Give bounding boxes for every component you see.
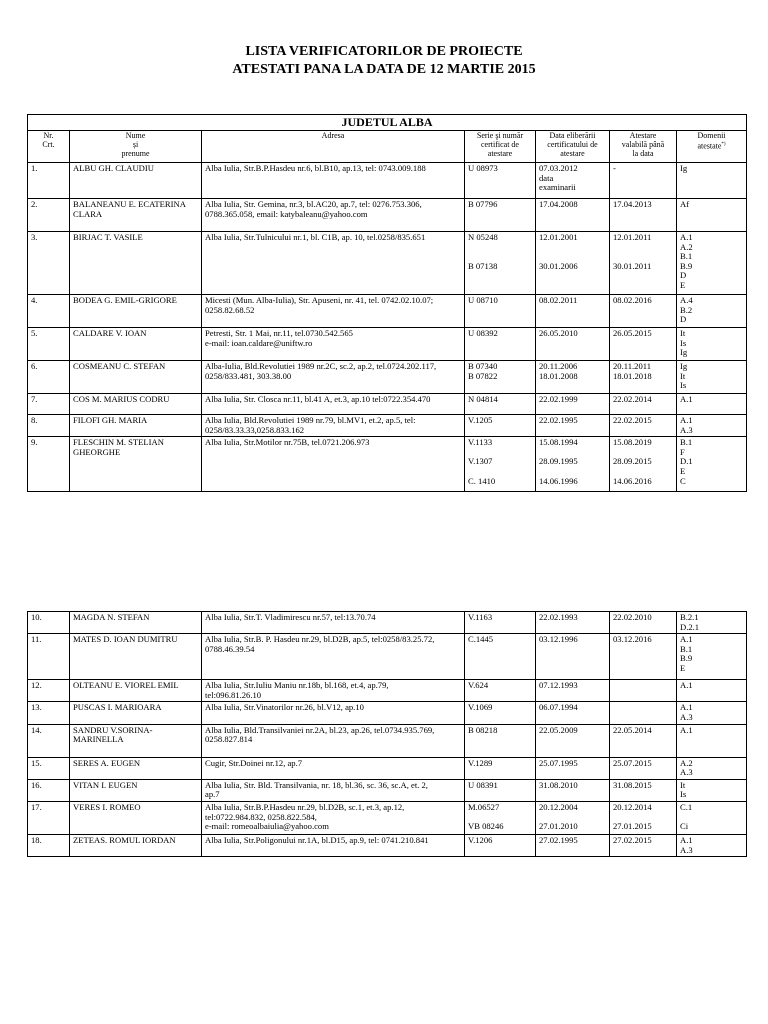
cell-address: Alba Iulia, Str.B.P.Hasdeu nr.6, bl.B10, ap.13, tel: 0743.009.188 xyxy=(202,163,465,199)
header-nr: Nr. Crt. xyxy=(28,131,70,163)
cell-nr: 4. xyxy=(28,295,70,328)
verifiers-table-part-1 xyxy=(27,114,747,492)
cell-address: Alba Iulia, Str.Tulnicului nr.1, bl. C1B, ap. 10, tel.0258/835.651 xyxy=(202,232,465,295)
cell-valid-until: 17.04.2013 xyxy=(610,199,677,232)
cell-domains: B.1 F D.1 E C xyxy=(677,437,747,492)
cell-name: BALANEANU E. ECATERINA CLARA xyxy=(70,199,202,232)
cell-series: B 08218 xyxy=(465,724,536,757)
cell-nr: 7. xyxy=(28,394,70,415)
cell-domains: A.1 A.3 xyxy=(677,415,747,437)
cell-name: MATES D. IOAN DUMITRU xyxy=(70,634,202,680)
cell-series: V.1069 xyxy=(465,702,536,724)
header-domains-label: Domenii atestate xyxy=(697,131,726,151)
cell-valid-until: 20.12.2014 27.01.2015 xyxy=(610,801,677,834)
cell-name: FLESCHIN M. STELIAN GHEORGHE xyxy=(70,437,202,492)
cell-name: COS M. MARIUS CODRU xyxy=(70,394,202,415)
cell-domains: A.1 B.1 B.9 E xyxy=(677,634,747,680)
cell-series: U 08710 xyxy=(465,295,536,328)
table-row xyxy=(28,295,747,328)
cell-issue-date: 22.02.1993 xyxy=(536,612,610,634)
cell-valid-until: 31.08.2015 xyxy=(610,779,677,801)
header-series: Serie şi număr certificat de atestare xyxy=(465,131,536,163)
cell-issue-date: 15.08.1994 28.09.1995 14.06.1996 xyxy=(536,437,610,492)
document-title-line-2: ATESTATI PANA LA DATA DE 12 MARTIE 2015 xyxy=(232,62,536,77)
cell-valid-until xyxy=(610,680,677,702)
cell-nr: 8. xyxy=(28,415,70,437)
cell-series: B 07796 xyxy=(465,199,536,232)
cell-series: V.1163 xyxy=(465,612,536,634)
cell-series: V.1206 xyxy=(465,834,536,856)
cell-address: Alba Iulia, Str. Closca nr.11, bl.41 A, et.3, ap.10 tel:0722.354.470 xyxy=(202,394,465,415)
cell-name: MAGDA N. STEFAN xyxy=(70,612,202,634)
cell-name: SANDRU V.SORINA- MARINELLA xyxy=(70,724,202,757)
cell-name: ZETEAS. ROMUL IORDAN xyxy=(70,834,202,856)
cell-address: Alba Iulia, Str. Bld. Transilvania, nr. 18, bl.36, sc. 36, sc.A, et. 2, ap.7 xyxy=(202,779,465,801)
table-row xyxy=(28,801,747,834)
cell-issue-date: 22.02.1995 xyxy=(536,415,610,437)
cell-issue-date: 12.01.2001 30.01.2006 xyxy=(536,232,610,295)
cell-issue-date: 20.12.2004 27.01.2010 xyxy=(536,801,610,834)
cell-issue-date: 22.05.2009 xyxy=(536,724,610,757)
cell-issue-date: 17.04.2008 xyxy=(536,199,610,232)
cell-series: M.06527 VB 08246 xyxy=(465,801,536,834)
cell-name: BODEA G. EMIL-GRIGORE xyxy=(70,295,202,328)
cell-series: N 05248 B 07138 xyxy=(465,232,536,295)
cell-domains: It Is xyxy=(677,779,747,801)
table-row xyxy=(28,724,747,757)
table-row xyxy=(28,834,747,856)
cell-address: Micesti (Mun. Alba-Iulia), Str. Apuseni, nr. 41, tel. 0742.02.10.07; 0258.82.68.52 xyxy=(202,295,465,328)
cell-issue-date: 22.02.1999 xyxy=(536,394,610,415)
cell-nr: 16. xyxy=(28,779,70,801)
cell-address: Alba Iulia, Bld.Revolutiei 1989 nr.79, bl.MV1, et.2, ap.5, tel: 0258/83.33.33,0258.833.162 xyxy=(202,415,465,437)
cell-name: CALDARE V. IOAN xyxy=(70,328,202,361)
cell-issue-date: 07.03.2012 data examinarii xyxy=(536,163,610,199)
cell-valid-until: 15.08.2019 28.09.2015 14.06.2016 xyxy=(610,437,677,492)
cell-valid-until: 22.02.2015 xyxy=(610,415,677,437)
cell-valid-until: - xyxy=(610,163,677,199)
cell-name: BIRJAC T. VASILE xyxy=(70,232,202,295)
cell-address: Cugir, Str.Doinei nr.12, ap.7 xyxy=(202,757,465,779)
cell-nr: 17. xyxy=(28,801,70,834)
cell-series: U 08391 xyxy=(465,779,536,801)
header-name: Nume și prenume xyxy=(70,131,202,163)
cell-domains: A.2 A.3 xyxy=(677,757,747,779)
cell-name: OLTEANU E. VIOREL EMIL xyxy=(70,680,202,702)
cell-issue-date: 08.02.2011 xyxy=(536,295,610,328)
cell-address: Alba Iulia, Str.B.P.Hasdeu nr.29, bl.D2B, sc.1, et.3, ap.12, tel:0722.984.832, 0258.822.584, e-mail: romeoalbaiulia@yahoo.com xyxy=(202,801,465,834)
header-domains-note: *) xyxy=(721,141,726,147)
cell-domains: A.1 A.2 B.1 B.9 D E xyxy=(677,232,747,295)
cell-series: B 07340 B 07822 xyxy=(465,361,536,394)
cell-series: U 08392 xyxy=(465,328,536,361)
cell-series: N 04814 xyxy=(465,394,536,415)
cell-nr: 9. xyxy=(28,437,70,492)
table-row xyxy=(28,328,747,361)
cell-issue-date: 27.02.1995 xyxy=(536,834,610,856)
table-row xyxy=(28,415,747,437)
cell-nr: 14. xyxy=(28,724,70,757)
table-row xyxy=(28,232,747,295)
cell-valid-until xyxy=(610,702,677,724)
cell-domains: Ig xyxy=(677,163,747,199)
table-row xyxy=(28,779,747,801)
verifiers-table-part-2 xyxy=(27,611,747,857)
cell-domains: It Is Ig xyxy=(677,328,747,361)
cell-address: Alba Iulia, Str. Gemina, nr.3, bl.AC20, ap.7, tel: 0276.753.306, 0788.365.058, email: katybaleanu@yahoo.com xyxy=(202,199,465,232)
cell-domains: Ig It Is xyxy=(677,361,747,394)
cell-nr: 10. xyxy=(28,612,70,634)
document-title-line-1: LISTA VERIFICATORILOR DE PROIECTE xyxy=(245,44,523,59)
cell-valid-until: 20.11.2011 18.01.2018 xyxy=(610,361,677,394)
cell-domains: B.2.1 D.2.1 xyxy=(677,612,747,634)
cell-domains: A.1 xyxy=(677,680,747,702)
cell-domains: A.1 xyxy=(677,394,747,415)
cell-issue-date: 26.05.2010 xyxy=(536,328,610,361)
cell-name: ALBU GH. CLAUDIU xyxy=(70,163,202,199)
cell-address: Alba Iulia, Str.Iuliu Maniu nr.18b, bl.168, et.4, ap.79, tel:096.81.26.10 xyxy=(202,680,465,702)
cell-address: Alba-Iulia, Bld.Revolutiei 1989 nr.2C, sc.2, ap.2, tel.0724.202.117, 0258/833.481, 303.38.00 xyxy=(202,361,465,394)
cell-name: PUSCAS I. MARIOARA xyxy=(70,702,202,724)
cell-address: Alba Iulia, Str.Poligonului nr.1A, bl.D15, ap.9, tel: 0741.210.841 xyxy=(202,834,465,856)
cell-valid-until: 22.02.2014 xyxy=(610,394,677,415)
table-row xyxy=(28,612,747,634)
cell-domains: A.1 xyxy=(677,724,747,757)
table-row xyxy=(28,757,747,779)
cell-address: Alba Iulia, Str.Motilor nr.75B, tel.0721.206.973 xyxy=(202,437,465,492)
header-domains xyxy=(677,131,747,163)
cell-nr: 3. xyxy=(28,232,70,295)
cell-issue-date: 31.08.2010 xyxy=(536,779,610,801)
cell-address: Alba Iulia, Str.T. Vladimirescu nr.57, tel:13.70.74 xyxy=(202,612,465,634)
cell-valid-until: 22.02.2010 xyxy=(610,612,677,634)
cell-series: U 08973 xyxy=(465,163,536,199)
cell-valid-until: 26.05.2015 xyxy=(610,328,677,361)
cell-issue-date: 06.07.1994 xyxy=(536,702,610,724)
cell-nr: 12. xyxy=(28,680,70,702)
cell-valid-until: 22.05.2014 xyxy=(610,724,677,757)
cell-domains: A.4 B.2 D xyxy=(677,295,747,328)
cell-domains: A.1 A.3 xyxy=(677,702,747,724)
header-issue-date: Data eliberării certificatului de atestare xyxy=(536,131,610,163)
table-row xyxy=(28,680,747,702)
cell-address: Petresti, Str. 1 Mai, nr.11, tel.0730.542.565 e-mail: ioan.caldare@uniftw.ro xyxy=(202,328,465,361)
cell-series: C.1445 xyxy=(465,634,536,680)
table-row xyxy=(28,361,747,394)
cell-series: V.1289 xyxy=(465,757,536,779)
table-row xyxy=(28,634,747,680)
cell-nr: 11. xyxy=(28,634,70,680)
cell-series: V.1133 V.1307 C. 1410 xyxy=(465,437,536,492)
cell-domains: C.1 Ci xyxy=(677,801,747,834)
cell-name: COSMEANU C. STEFAN xyxy=(70,361,202,394)
cell-series: V.624 xyxy=(465,680,536,702)
header-address: Adresa xyxy=(202,131,465,163)
table-row xyxy=(28,394,747,415)
table-body-part-2 xyxy=(28,612,747,857)
header-valid-until: Atestare valabilă până la data xyxy=(610,131,677,163)
cell-valid-until: 27.02.2015 xyxy=(610,834,677,856)
cell-address: Alba Iulia, Str.Vinatorilor nr.26, bl.V12, ap.10 xyxy=(202,702,465,724)
cell-nr: 6. xyxy=(28,361,70,394)
cell-valid-until: 03.12.2016 xyxy=(610,634,677,680)
cell-name: SERES A. EUGEN xyxy=(70,757,202,779)
cell-name: VERES I. ROMEO xyxy=(70,801,202,834)
cell-domains: A.1 A.3 xyxy=(677,834,747,856)
cell-series: V.1205 xyxy=(465,415,536,437)
cell-address: Alba Iulia, Str.B. P. Hasdeu nr.29, bl.D2B, ap.5, tel:0258/83.25.72, 0788.46.39.54 xyxy=(202,634,465,680)
cell-nr: 13. xyxy=(28,702,70,724)
cell-issue-date: 03.12.1996 xyxy=(536,634,610,680)
cell-valid-until: 08.02.2016 xyxy=(610,295,677,328)
cell-name: FILOFI GH. MARIA xyxy=(70,415,202,437)
cell-nr: 2. xyxy=(28,199,70,232)
cell-valid-until: 12.01.2011 30.01.2011 xyxy=(610,232,677,295)
table-row xyxy=(28,199,747,232)
cell-domains: Af xyxy=(677,199,747,232)
cell-nr: 1. xyxy=(28,163,70,199)
cell-address: Alba Iulia, Bld.Transilvaniei nr.2A, bl.23, ap.26, tel.0734.935.769, 0258.827.814 xyxy=(202,724,465,757)
cell-nr: 15. xyxy=(28,757,70,779)
cell-issue-date: 25.07.1995 xyxy=(536,757,610,779)
table-row xyxy=(28,702,747,724)
table-row xyxy=(28,163,747,199)
table-body-part-1 xyxy=(28,163,747,492)
cell-issue-date: 07.12.1993 xyxy=(536,680,610,702)
cell-nr: 18. xyxy=(28,834,70,856)
county-heading: JUDETUL ALBA xyxy=(28,115,747,131)
cell-name: VITAN I. EUGEN xyxy=(70,779,202,801)
cell-nr: 5. xyxy=(28,328,70,361)
cell-issue-date: 20.11.2006 18.01.2008 xyxy=(536,361,610,394)
cell-valid-until: 25.07.2015 xyxy=(610,757,677,779)
table-row xyxy=(28,437,747,492)
